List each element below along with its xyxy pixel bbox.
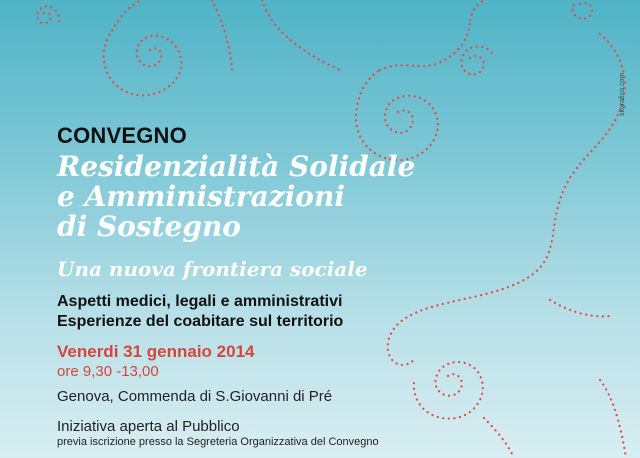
topics-block	[57, 292, 343, 332]
public-access-notice: Iniziativa aperta al Pubblico	[57, 418, 240, 435]
event-title	[57, 152, 415, 242]
topic-line-1: Aspetti medici, legali e amministrativi	[57, 293, 343, 310]
event-type-label: CONVEGNO	[57, 123, 187, 148]
event-date: Venerdi 31 gennaio 2014	[57, 342, 255, 361]
event-place: Genova, Commenda di S.Giovanni di Pré	[57, 388, 333, 405]
title-line-3: di Sostegno	[57, 210, 241, 243]
event-subtitle: Una nuova frontiera sociale	[57, 257, 368, 281]
title-line-2: e Amministrazioni	[57, 180, 345, 213]
designer-credit: skgrafica.com	[619, 72, 626, 116]
topic-line-2: Esperienze del coabitare sul territorio	[57, 313, 344, 330]
event-time: ore 9,30 -13,00	[57, 363, 159, 380]
title-line-1: Residenzialità Solidale	[57, 150, 416, 183]
registration-note: previa iscrizione presso la Segreteria Organizzativa del Convegno	[57, 436, 379, 448]
